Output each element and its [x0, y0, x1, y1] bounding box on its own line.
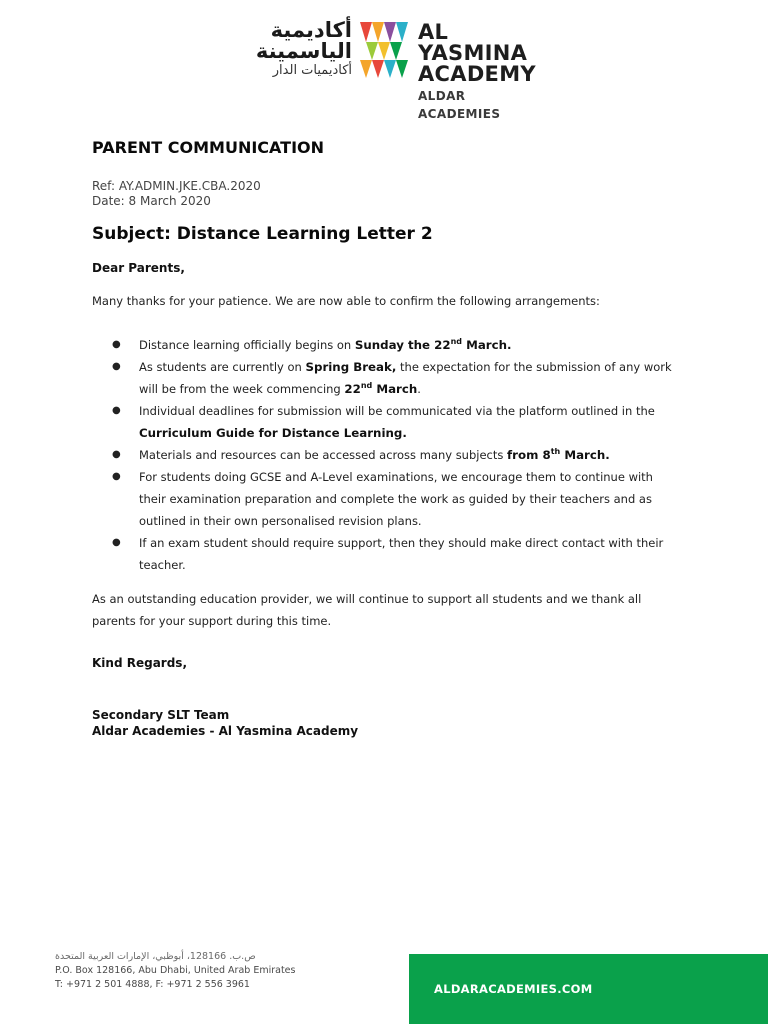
logo-arabic-line2: الياسمينة: [255, 39, 352, 63]
logo-title-line2: ACADEMY: [418, 62, 536, 86]
ordinal-suffix: th: [550, 447, 561, 456]
bullet-icon: ●: [112, 361, 121, 372]
logo-title-line1: AL YASMINA: [418, 20, 528, 65]
list-item-text: their examination preparation and complete the work as guided by their teachers and as: [139, 492, 652, 506]
bullet-icon: ●: [112, 449, 121, 460]
logo-arabic-line1: أكاديمية: [270, 18, 352, 42]
ordinal-suffix: nd: [450, 337, 462, 346]
bullet-icon: ●: [112, 405, 121, 416]
emphasis-text: from 8: [507, 448, 551, 462]
footer-website-link[interactable]: ALDARACADEMIES.COM: [434, 982, 593, 996]
list-item-emphasis: [355, 338, 512, 352]
footer-arabic-address: ص.ب. 128166، أبوظبي، الإمارات العربية المتحدة: [55, 951, 256, 962]
list-item-text: Individual deadlines for submission will be communicated via the platform outlined in the: [139, 404, 655, 418]
list-item-text: If an exam student should require support, then they should make direct contact with their: [139, 536, 664, 550]
emphasis-text: 22: [344, 382, 361, 396]
list-item-text: For students doing GCSE and A-Level examinations, we encourage them to continue with: [139, 470, 653, 484]
list-item-emphasis: [507, 448, 610, 462]
emphasis-text: Sunday the 22: [354, 338, 451, 352]
list-item-text: As students are currently on: [139, 360, 306, 374]
logo-emblem-icon: [358, 20, 410, 82]
list-item-text: the expectation for the submission of any work: [396, 360, 672, 374]
letter-signature: [92, 707, 682, 739]
logo-arabic-line3: أكاديميات الدار: [272, 63, 352, 78]
list-item: [112, 356, 672, 400]
list-item: [112, 334, 672, 356]
footer-address: [55, 950, 295, 992]
school-logo: [232, 18, 552, 121]
list-item: [112, 466, 672, 532]
letter-closing-paragraph: [92, 588, 652, 632]
emphasis-text-end: March.: [560, 448, 610, 462]
letter-sign-off: Kind Regards,: [92, 656, 187, 670]
letter-reference-block: [92, 179, 682, 209]
letter-subject: Subject: Distance Learning Letter 2: [92, 224, 433, 244]
signature-organisation: Aldar Academies - Al Yasmina Academy: [92, 724, 359, 738]
list-item: [112, 532, 672, 576]
footer-phone: T: +971 2 501 4888, F: +971 2 556 3961: [55, 979, 250, 990]
list-item-text: .: [417, 382, 421, 396]
letter-intro: Many thanks for your patience. We are now able to confirm the following arrangements:: [92, 294, 600, 308]
list-item-text: will be from the week commencing: [139, 382, 345, 396]
closing-line: parents for your support during this time.: [92, 614, 332, 628]
letter-heading: PARENT COMMUNICATION: [92, 138, 325, 157]
bullet-icon: ●: [112, 339, 121, 350]
ordinal-suffix: nd: [360, 381, 373, 390]
footer-website-band: [409, 954, 768, 1024]
list-item-text: teacher.: [139, 558, 186, 572]
list-item-text: Distance learning officially begins on: [139, 338, 355, 352]
list-item-emphasis: Curriculum Guide for Distance Learning.: [139, 426, 407, 440]
closing-line: As an outstanding education provider, we will continue to support all students and we thank all: [92, 592, 642, 606]
list-item-text: outlined in their own personalised revision plans.: [139, 514, 422, 528]
arrangements-list: [112, 334, 672, 576]
letter-date: Date: 8 March 2020: [92, 194, 211, 208]
logo-arabic-text: [232, 20, 352, 80]
signature-team: Secondary SLT Team: [92, 708, 230, 722]
bullet-icon: ●: [112, 537, 121, 548]
emphasis-text-end: March.: [462, 338, 512, 352]
list-item-emphasis: [344, 382, 417, 396]
emphasis-text-end: March: [372, 382, 418, 396]
list-item: [112, 444, 672, 466]
logo-english-text: [418, 22, 552, 123]
reference-number: Ref: AY.ADMIN.JKE.CBA.2020: [92, 179, 261, 193]
bullet-icon: ●: [112, 471, 121, 482]
logo-subtitle: ALDAR ACADEMIES: [418, 89, 501, 121]
list-item: [112, 400, 672, 444]
letter-greeting: Dear Parents,: [92, 261, 185, 275]
footer-postal-address: P.O. Box 128166, Abu Dhabi, United Arab Emirates: [55, 965, 296, 976]
list-item-text: Materials and resources can be accessed across many subjects: [139, 448, 508, 462]
list-item-emphasis: Spring Break,: [305, 360, 397, 374]
